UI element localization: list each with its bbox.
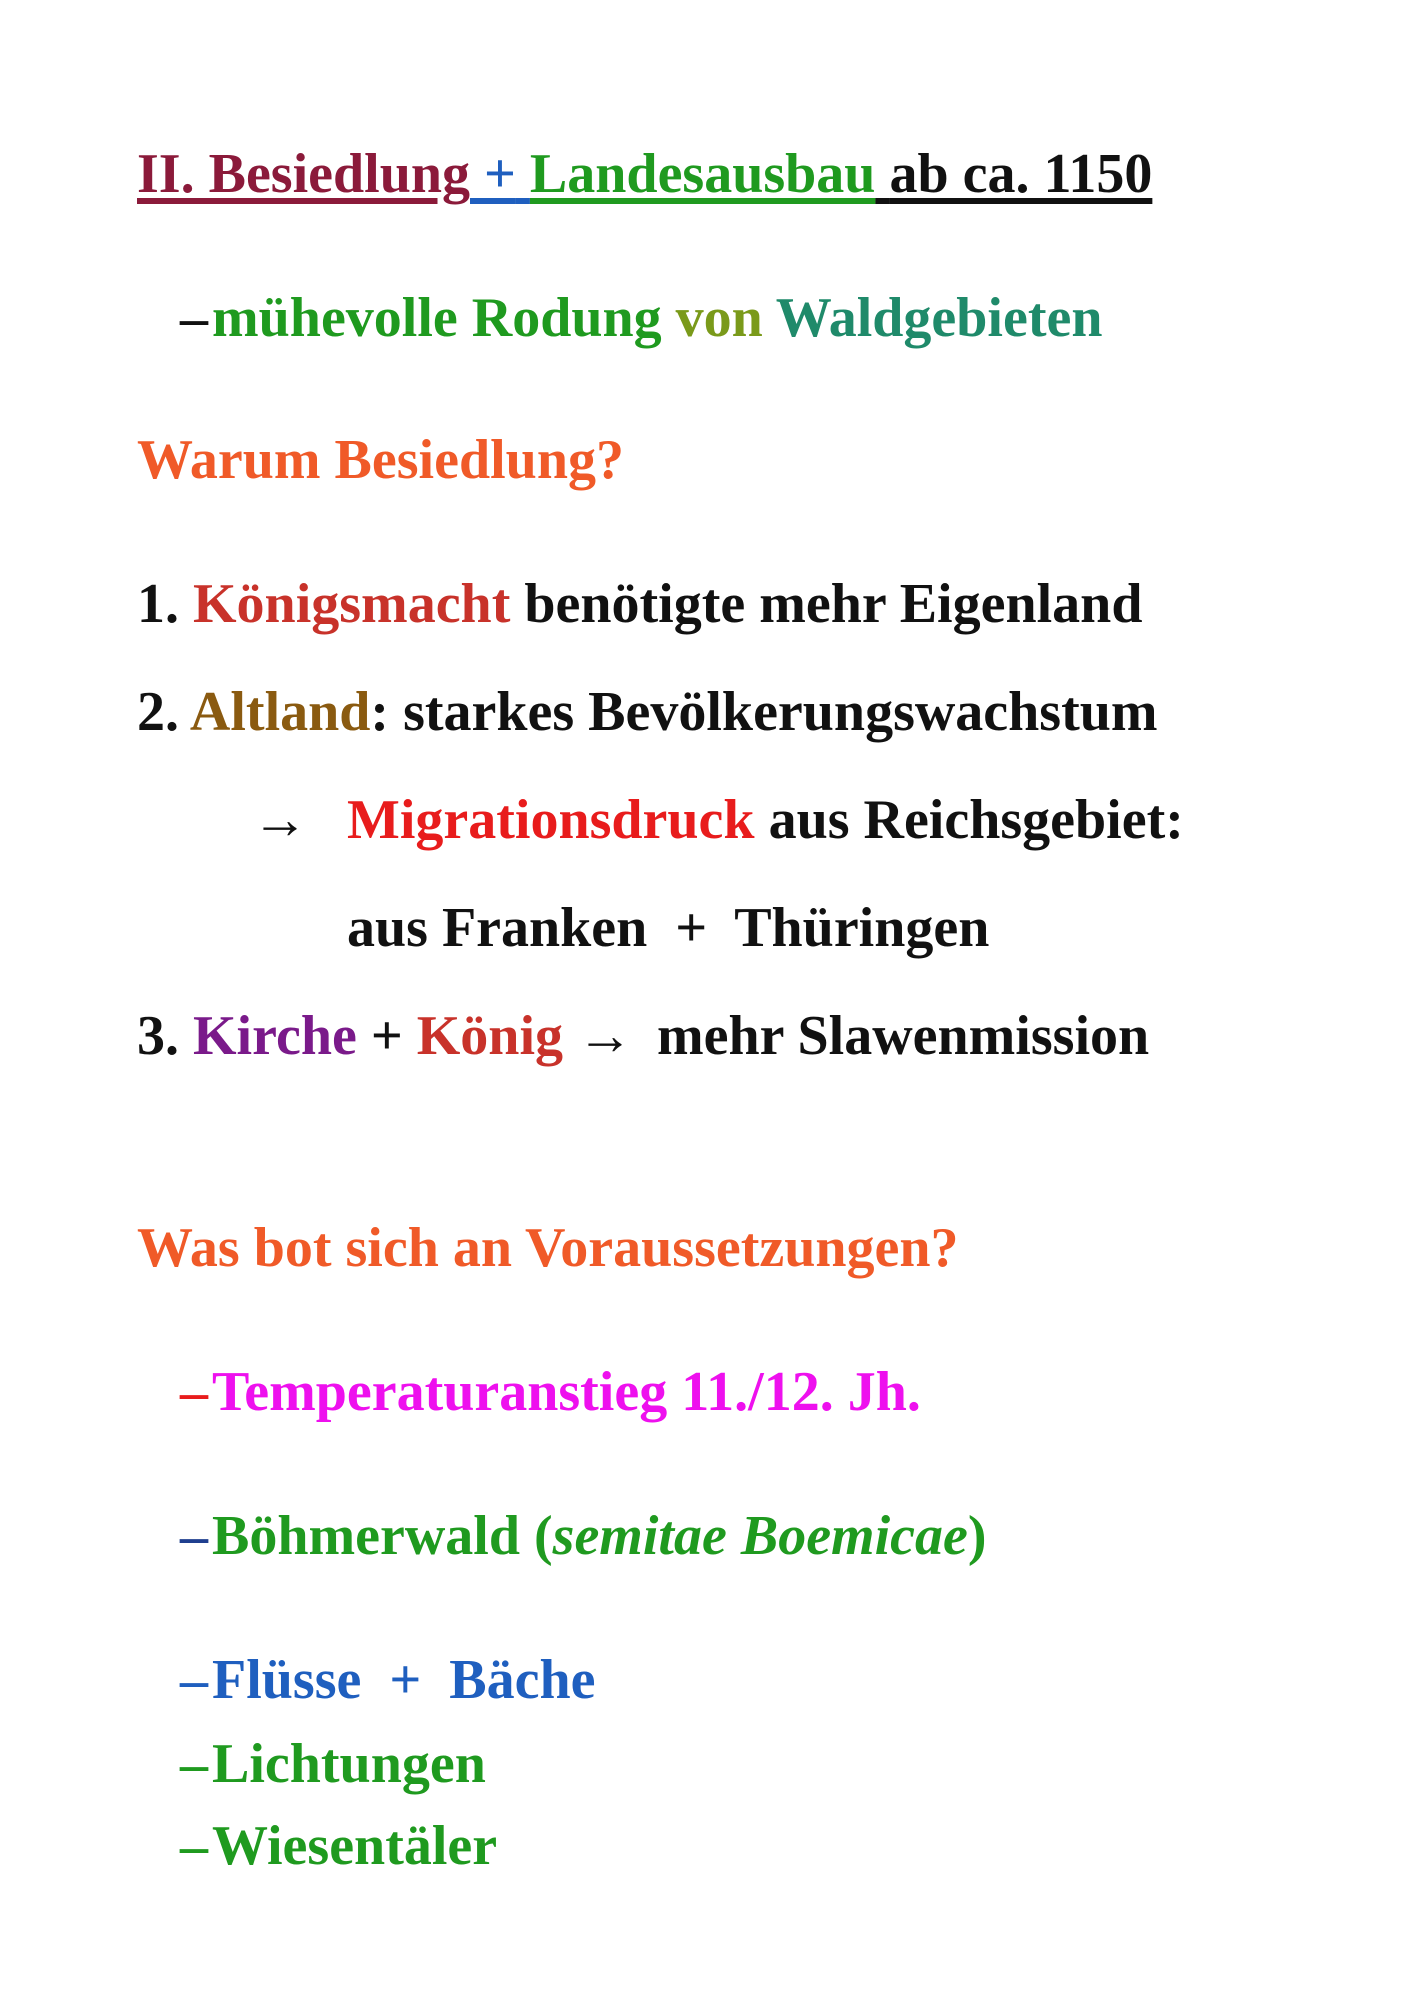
- reason-1-key: Königsmacht: [193, 573, 511, 635]
- reason-2-origins: aus Franken + Thüringen: [347, 897, 990, 959]
- reason-1: [137, 573, 1143, 635]
- reason-2: [137, 681, 1158, 743]
- question-warum: Warum Besiedlung?: [137, 429, 624, 491]
- condition-fluesse-text: Flüsse + Bäche: [212, 1649, 596, 1711]
- condition-wiesentaeler-dash: –: [180, 1815, 208, 1877]
- title-line: [137, 143, 1153, 205]
- condition-boehmerwald-a: Böhmerwald (: [212, 1505, 553, 1567]
- condition-temperatur-dash: –: [180, 1361, 208, 1423]
- reason-3-number: 3.: [137, 1005, 179, 1067]
- rodung-text-b: von: [675, 287, 763, 349]
- condition-lichtungen-text: Lichtungen: [212, 1733, 486, 1795]
- question-voraussetzungen: Was bot sich an Voraussetzungen?: [137, 1217, 959, 1279]
- condition-wiesentaeler: [180, 1815, 498, 1877]
- condition-boehmerwald-c: ): [967, 1505, 987, 1567]
- reason-1-number: 1.: [137, 573, 179, 635]
- reason-2-arrow: →: [252, 789, 308, 851]
- rodung-line: [180, 287, 1103, 349]
- reason-2-migration-rest: aus Reichsgebiet:: [768, 789, 1184, 851]
- condition-boehmerwald: [180, 1505, 987, 1567]
- condition-boehmerwald-dash: –: [180, 1505, 208, 1567]
- reason-1-rest: benötigte mehr Eigenland: [524, 573, 1143, 635]
- condition-lichtungen-dash: –: [180, 1733, 208, 1795]
- reason-2-rest: : starkes Bevölkerungswachstum: [370, 681, 1158, 743]
- condition-temperatur-text: Temperaturanstieg 11./12. Jh.: [212, 1361, 921, 1423]
- reason-3: [137, 1005, 1150, 1067]
- condition-temperatur: [180, 1361, 921, 1423]
- condition-fluesse-dash: –: [180, 1649, 208, 1711]
- condition-wiesentaeler-text: Wiesentäler: [212, 1815, 498, 1877]
- reason-3-arrow: →: [577, 1005, 634, 1067]
- rodung-dash: –: [180, 287, 208, 349]
- reason-3-kirche: Kirche: [193, 1005, 357, 1067]
- reason-2-migration: [347, 789, 1184, 851]
- rodung-text-a: mühevolle Rodung: [212, 287, 662, 349]
- reason-2-number: 2.: [137, 681, 179, 743]
- rodung-text-c: Waldgebieten: [775, 287, 1103, 349]
- condition-lichtungen: [180, 1733, 486, 1795]
- reason-3-plus: +: [370, 1005, 403, 1067]
- title-landesausbau: Landesausbau: [529, 143, 876, 205]
- title-date: ab ca. 1150: [889, 143, 1153, 205]
- title-plus: +: [484, 143, 516, 205]
- title-besiedlung: II. Besiedlung: [137, 143, 470, 205]
- reason-2-key: Altland: [189, 681, 371, 743]
- reason-3-rest: mehr Slawenmission: [657, 1005, 1150, 1067]
- condition-boehmerwald-latin: semitae Boemicae: [552, 1505, 968, 1567]
- condition-fluesse: [180, 1649, 596, 1711]
- reason-2-migration-key: Migrationsdruck: [347, 789, 755, 851]
- reason-3-koenig: König: [416, 1005, 564, 1067]
